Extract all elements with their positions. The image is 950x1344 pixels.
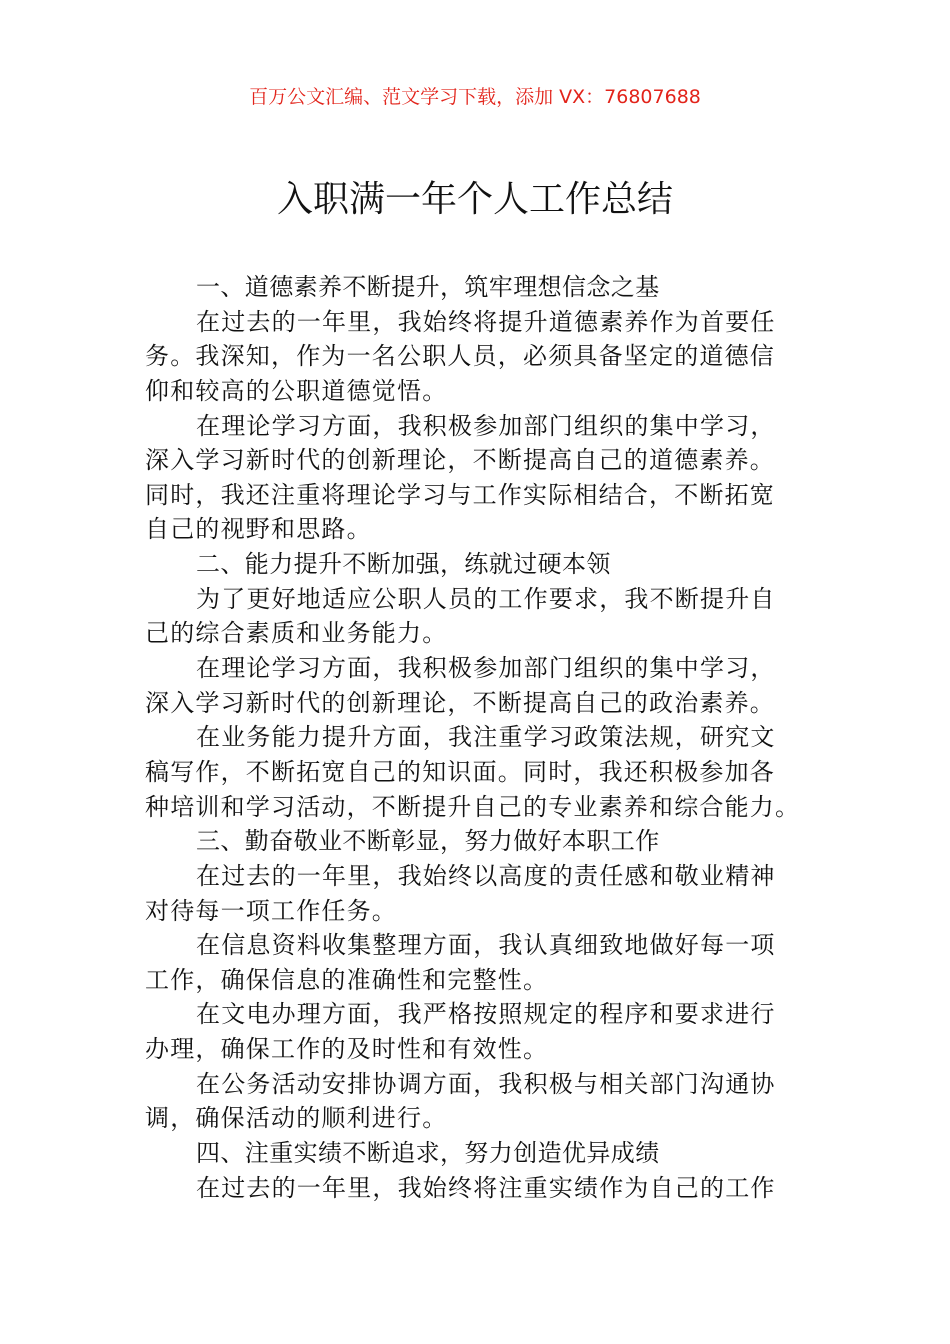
- text-line: 二、能力提升不断加强，练就过硬本领: [196, 550, 611, 579]
- text-line: 在过去的一年里，我始终以高度的责任感和敬业精神: [196, 861, 776, 890]
- section-heading: [145, 270, 807, 305]
- section-heading: [145, 547, 807, 582]
- text-line: 自己的视野和思路。: [145, 515, 372, 544]
- document-title: 入职满一年个人工作总结: [276, 179, 673, 220]
- text-line: 三、勤奋敬业不断彰显，努力做好本职工作: [196, 827, 660, 856]
- text-line: 务。我深知，作为一名公职人员，必须具备坚定的道德信: [145, 342, 775, 371]
- paragraph: [145, 1171, 807, 1206]
- text-line: 在理论学习方面，我积极参加部门组织的集中学习，: [196, 411, 776, 440]
- paragraph: [145, 305, 807, 409]
- text-line: 一、道德素养不断提升，筑牢理想信念之基: [196, 273, 660, 301]
- text-line: 为了更好地适应公职人员的工作要求，我不断提升自: [196, 584, 776, 613]
- paragraph: [145, 720, 807, 824]
- text-line: 在过去的一年里，我始终将注重实绩作为自己的工作: [196, 1173, 776, 1202]
- paragraph: [145, 928, 807, 997]
- document-body: [145, 270, 807, 1205]
- text-line: 深入学习新时代的创新理论，不断提高自己的道德素养。: [145, 446, 775, 475]
- text-line: 在公务活动安排协调方面，我积极与相关部门沟通协: [196, 1069, 776, 1098]
- paragraph: [145, 1067, 807, 1136]
- text-line: 在信息资料收集整理方面，我认真细致地做好每一项: [196, 931, 776, 960]
- paragraph: [145, 582, 807, 651]
- text-line: 同时，我还注重将理论学习与工作实际相结合，不断拓宽: [145, 480, 775, 509]
- text-line: 种培训和学习活动，不断提升自己的专业素养和综合能力。: [145, 792, 801, 821]
- text-line: 办理，确保工作的及时性和有效性。: [145, 1035, 549, 1064]
- text-line: 工作，确保信息的准确性和完整性。: [145, 965, 549, 994]
- text-line: 在文电办理方面，我严格按照规定的程序和要求进行: [196, 1000, 776, 1029]
- text-line: 调，确保活动的顺利进行。: [145, 1104, 448, 1133]
- section-heading: [145, 1136, 807, 1171]
- text-line: 稿写作，不断拓宽自己的知识面。同时，我还积极参加各: [145, 757, 775, 786]
- text-line: 深入学习新时代的创新理论，不断提高自己的政治素养。: [145, 688, 775, 717]
- watermark-header: 百万公文汇编、范文学习下载，添加 VX：76807688: [249, 86, 701, 108]
- paragraph: [145, 409, 807, 548]
- paragraph: [145, 997, 807, 1066]
- text-line: 仰和较高的公职道德觉悟。: [145, 376, 448, 405]
- paragraph: [145, 859, 807, 928]
- section-heading: [145, 824, 807, 859]
- paragraph: [145, 651, 807, 720]
- text-line: 对待每一项工作任务。: [145, 896, 397, 925]
- text-line: 在过去的一年里，我始终将提升道德素养作为首要任: [196, 307, 776, 336]
- text-line: 在业务能力提升方面，我注重学习政策法规，研究文: [196, 723, 776, 752]
- text-line: 己的综合素质和业务能力。: [145, 619, 448, 648]
- text-line: 四、注重实绩不断追求，努力创造优异成绩: [196, 1139, 660, 1168]
- text-line: 在理论学习方面，我积极参加部门组织的集中学习，: [196, 654, 776, 683]
